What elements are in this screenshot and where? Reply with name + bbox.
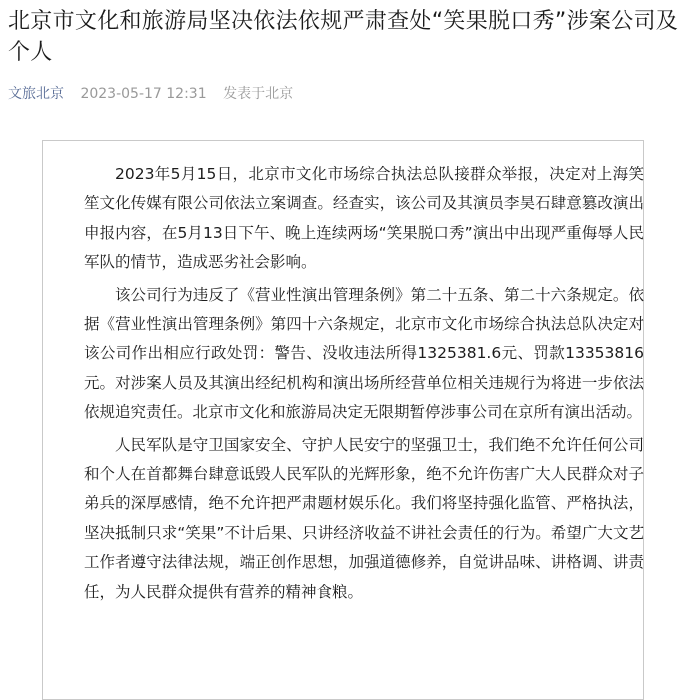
- article-title: 北京市文化和旅游局坚决依法依规严肃查处“笑果脱口秀”涉案公司及个人: [8, 9, 679, 65]
- publish-location: 发表于北京: [223, 86, 294, 102]
- publish-time: 2023-05-17 12:31: [80, 86, 207, 102]
- notice-paragraph-2: 该公司行为违反了《营业性演出管理条例》第二十五条、第二十六条规定。依据《营业性演出管理条例》第四十六条规定，北京市文化市场综合执法总队决定对该公司作出相应行政处罚：警告、没收违法所得1325381.6元、罚款13353816元。对涉案人员及其演出经纪机构和演出场所经营单位相关违规行为将进一步依法依规追究责任。北京市文化和旅游局决定无限期暂停涉事公司在京所有演出活动。: [84, 285, 644, 422]
- notice-paragraph-3: 人民军队是守卫国家安全、守护人民安宁的坚强卫士，我们绝不允许任何公司和个人在首都舞台肆意诋毁人民军队的光辉形象，绝不允许伤害广大人民群众对子弟兵的深厚感情，绝不允许把严肃题材娱乐化。我们将坚持强化监管、严格执法，坚决抵制只求“笑果”不计后果、只讲经济收益不讲社会责任的行为。希望广大文艺工作者遵守法律法规，端正创作思想，加强道德修养，自觉讲品味、讲格调、讲责任，为人民群众提供有营养的精神食粮。: [84, 435, 644, 601]
- notice-paragraph-1: 2023年5月15日，北京市文化市场综合执法总队接群众举报，决定对上海笑笙文化传媒有限公司依法立案调查。经查实，该公司及其演员李昊石肆意篡改演出申报内容，在5月13日下午、晚上连续两场“笑果脱口秀”演出中出现严重侮辱人民军队的情节，造成恶劣社会影响。: [84, 165, 644, 272]
- notice-body: [84, 160, 644, 610]
- account-name-link[interactable]: 文旅北京: [8, 86, 64, 102]
- article-meta: [8, 84, 293, 104]
